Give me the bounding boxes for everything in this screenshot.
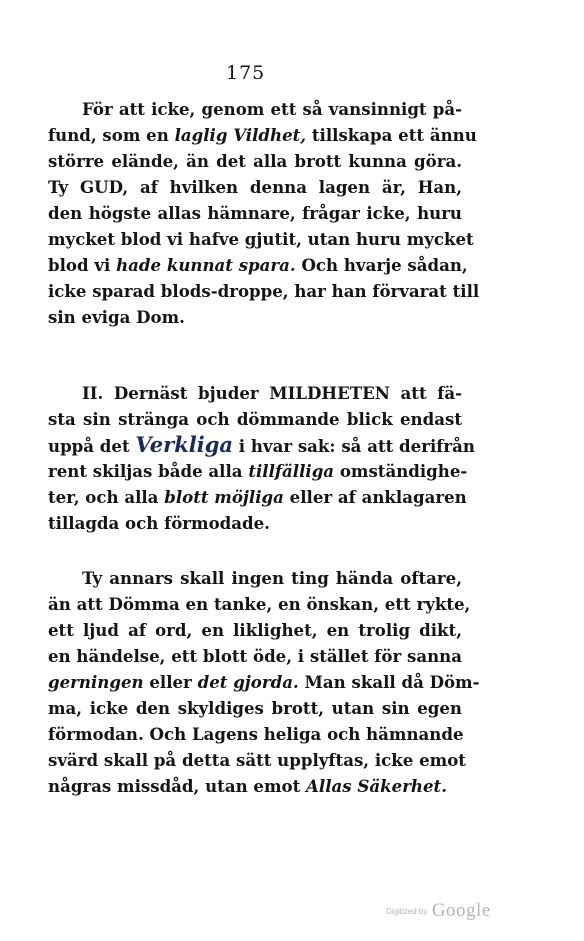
paragraph-3 (48, 565, 480, 799)
text-segment: större elände, än det alla brott kunna göra. (48, 151, 462, 171)
text-segment: ett ljud af ord, en liklighet, en trolig dikt, (48, 620, 462, 640)
text-line (48, 96, 462, 122)
emphasized-text: hade kunnat spara. (116, 255, 296, 275)
text-line (48, 669, 480, 695)
emphasized-text: Allas Säkerhet. (306, 776, 447, 796)
emphasized-text: det gjorda. (197, 672, 299, 692)
text-segment: rent skiljas både alla (48, 461, 249, 481)
text-line (48, 278, 480, 304)
text-line (48, 484, 467, 510)
text-segment: För att icke, genom ett så vansinnigt på- (82, 99, 462, 119)
text-segment: uppå det (48, 436, 136, 456)
text-line (48, 643, 462, 669)
text-segment: Man skall då Döm- (298, 672, 480, 692)
emphasized-text: Verkliga (135, 432, 233, 457)
text-segment: eller (143, 672, 198, 692)
text-line (48, 695, 462, 721)
emphasized-text: blott möjliga (164, 487, 284, 507)
text-line (48, 510, 462, 536)
text-line (48, 432, 475, 458)
text-segment: en händelse, ett blott öde, i stället för sanna (48, 646, 462, 666)
text-segment: icke sparad blods-droppe, har han förvarat till (48, 281, 480, 301)
watermark-brand: Google (431, 900, 491, 921)
text-line (48, 200, 462, 226)
text-line (48, 721, 462, 747)
text-line (48, 174, 462, 200)
paragraph-2 (48, 380, 475, 536)
text-line (48, 380, 462, 406)
text-segment: sta sin stränga och dömmande blick endast (48, 409, 462, 429)
text-segment: Ty annars skall ingen ting hända oftare, (82, 568, 462, 588)
text-line (48, 122, 477, 148)
text-segment: Och hvarje sådan, (295, 255, 468, 275)
emphasized-text: gerningen (48, 672, 144, 692)
text-segment: Ty GUD, af hvilken denna lagen är, Han, (48, 177, 462, 197)
emphasized-text: tillfälliga (248, 461, 335, 481)
text-segment: mycket blod vi hafve gjutit, utan huru mycket (48, 229, 474, 249)
text-segment: tillskapa ett ännu (306, 125, 477, 145)
text-line (48, 565, 462, 591)
text-segment: sin eviga Dom. (48, 307, 185, 327)
text-segment: tillagda och förmodade. (48, 513, 270, 533)
watermark-prefix: Digitized by (386, 907, 428, 916)
text-line (48, 747, 466, 773)
text-line (48, 458, 468, 484)
text-line (48, 226, 474, 252)
text-segment: någras missdåd, utan emot (48, 776, 307, 796)
paragraph-1 (48, 96, 480, 330)
text-line (48, 252, 468, 278)
emphasized-text: laglig Vildhet, (174, 125, 307, 145)
text-segment: omständighe- (334, 461, 468, 481)
text-segment: än att Dömma en tanke, en önskan, ett rykte, (48, 594, 471, 614)
text-segment: ma, icke den skyldiges brott, utan sin egen (48, 698, 462, 718)
text-segment: svärd skall på detta sätt upplyftas, icke emot (48, 750, 466, 770)
text-segment: blod vi (48, 255, 117, 275)
text-segment: ter, och alla (48, 487, 165, 507)
page-number: 175 (226, 62, 266, 84)
text-segment: den högste allas hämnare, frågar icke, huru (48, 203, 462, 223)
text-segment: eller af anklagaren (283, 487, 467, 507)
text-segment: fund, som en (48, 125, 175, 145)
text-segment: i hvar sak: så att derifrån (233, 436, 475, 456)
digitized-by-google-watermark (386, 900, 516, 926)
text-segment: förmodan. Och Lagens heliga och hämnande (48, 724, 464, 744)
text-line (48, 148, 462, 174)
text-line (48, 406, 462, 432)
text-segment: II. Dernäst bjuder MILDHETEN att fä- (82, 383, 462, 403)
text-line (48, 591, 471, 617)
text-line (48, 773, 462, 799)
text-line (48, 304, 462, 330)
text-line (48, 617, 462, 643)
